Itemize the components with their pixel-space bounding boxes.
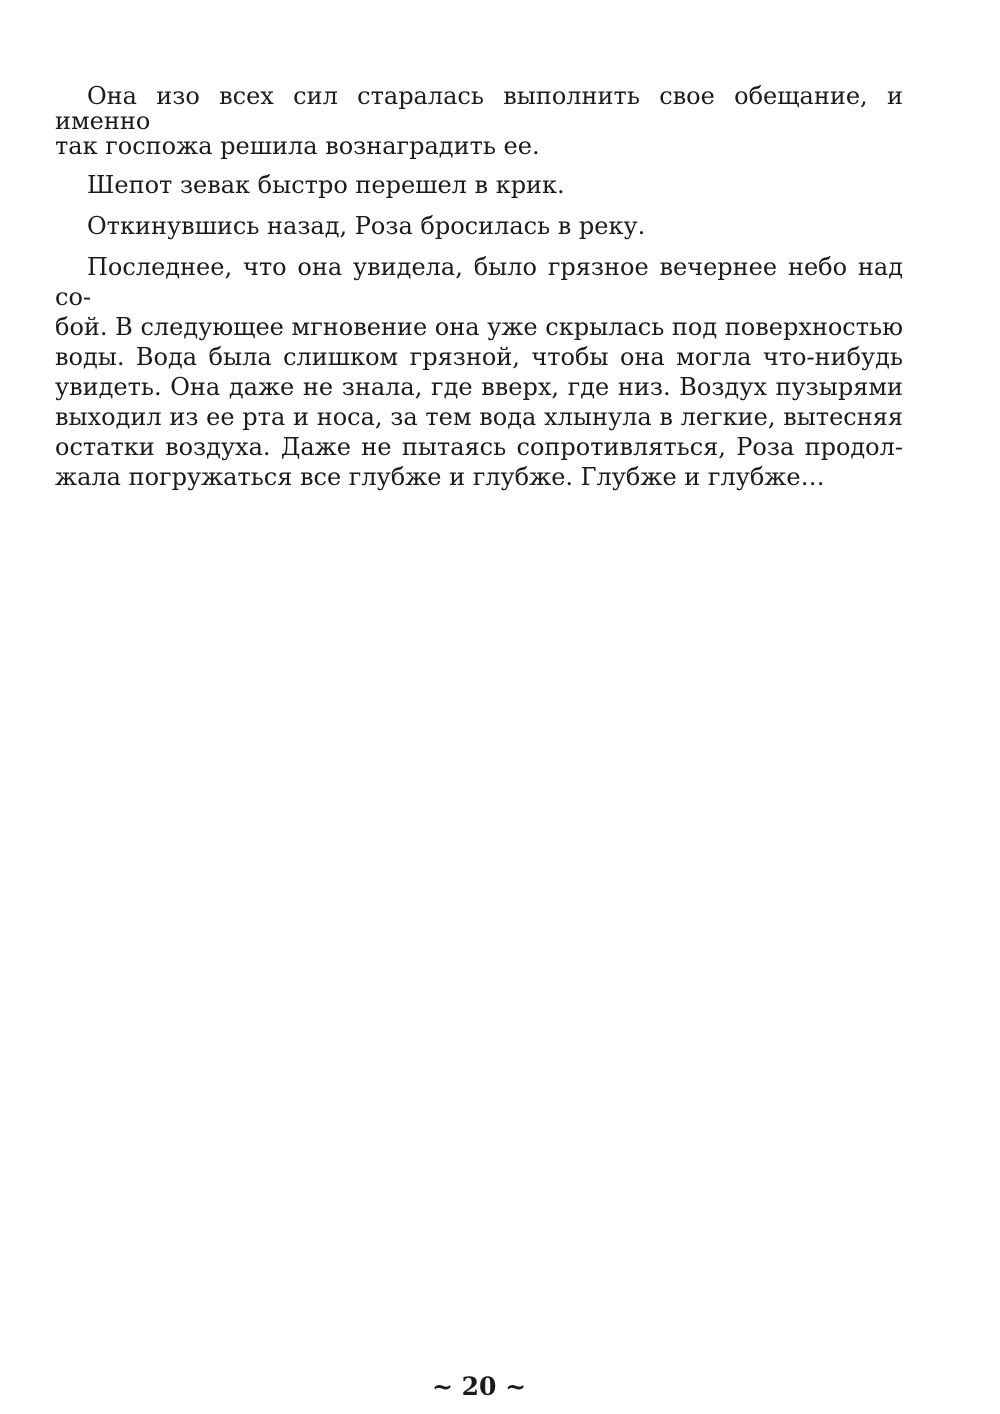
paragraph bbox=[55, 252, 903, 492]
text-line: Последнее, что она увидела, было грязное вечернее небо над со- bbox=[55, 253, 903, 311]
text-line: так госпожа решила вознаградить ее. bbox=[55, 132, 540, 160]
text-line: жала погружаться все глубже и глубже. Глубже и глубже… bbox=[55, 463, 825, 491]
book-text-block bbox=[55, 84, 903, 503]
text-line: Откинувшись назад, Роза бросилась в реку. bbox=[87, 212, 646, 240]
text-line: выходил из ее рта и носа, за тем вода хлынула в легкие, вытесняя bbox=[55, 403, 903, 431]
text-line: Шепот зевак быстро перешел в крик. bbox=[87, 171, 565, 199]
text-line: увидеть. Она даже не знала, где вверх, где низ. Воздух пузырями bbox=[55, 373, 903, 401]
text-line: воды. Вода была слишком грязной, чтобы она могла что-нибудь bbox=[55, 343, 903, 371]
text-line: Она изо всех сил старалась выполнить свое обещание, и именно bbox=[55, 82, 903, 135]
paragraph bbox=[55, 84, 903, 159]
text-line: остатки воздуха. Даже не пытаясь сопротивляться, Роза продол- bbox=[55, 433, 903, 461]
page-number: ~ 20 ~ bbox=[431, 1372, 527, 1401]
paragraph bbox=[55, 211, 903, 241]
text-line: бой. В следующее мгновение она уже скрылась под поверхностью bbox=[55, 313, 903, 341]
paragraph bbox=[55, 170, 903, 200]
